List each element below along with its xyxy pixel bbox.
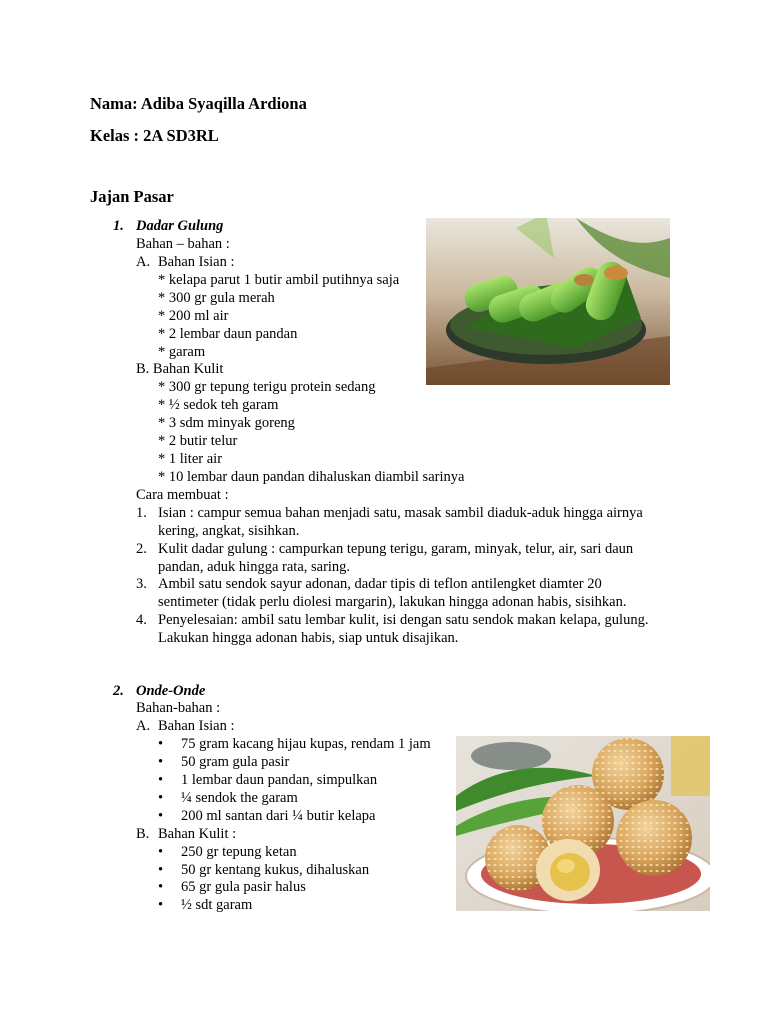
list-item: * 10 lembar daun pandan dihaluskan diambil sarinya xyxy=(158,469,465,485)
step-text: Isian : campur semua bahan menjadi satu, masak sambil diaduk-aduk hingga airnya xyxy=(158,505,643,521)
bullet-icon: • xyxy=(158,754,164,770)
list-item: * 300 gr gula merah xyxy=(158,290,275,306)
recipe-1-skin-heading: B. Bahan Kulit xyxy=(136,361,224,377)
list-item: 75 gram kacang hijau kupas, rendam 1 jam xyxy=(181,736,431,752)
recipe-2-skin-heading: Bahan Kulit : xyxy=(158,826,237,842)
list-item: 50 gr kentang kukus, dihaluskan xyxy=(181,862,370,878)
step-number: 3. xyxy=(136,576,147,592)
list-item: * 2 lembar daun pandan xyxy=(158,326,298,342)
step-number: 4. xyxy=(136,612,147,628)
step-text: kering, angkat, sisihkan. xyxy=(158,523,300,539)
bullet-icon: • xyxy=(158,736,164,752)
step-text: sentimeter (tidak perlu diolesi margarin), lakukan hingga adonan habis, sisihkan. xyxy=(158,594,627,610)
list-item: * 1 liter air xyxy=(158,451,223,467)
list-item: * 200 ml air xyxy=(158,308,229,324)
recipe-1-filling-marker: A. xyxy=(136,254,151,270)
list-item: 65 gr gula pasir halus xyxy=(181,879,306,895)
list-item: 50 gram gula pasir xyxy=(181,754,290,770)
list-item: 250 gr tepung ketan xyxy=(181,844,297,860)
list-item: * 2 butir telur xyxy=(158,433,238,449)
step-number: 1. xyxy=(136,505,147,521)
list-item: ½ sdt garam xyxy=(181,897,253,913)
bullet-icon: • xyxy=(158,808,164,824)
list-item: * ½ sedok teh garam xyxy=(158,397,279,413)
step-text: pandan, aduk hingga rata, saring. xyxy=(158,559,351,575)
list-item: ¼ sendok the garam xyxy=(181,790,298,806)
recipe-1-ingredients-heading: Bahan – bahan : xyxy=(136,236,230,252)
list-item: 200 ml santan dari ¼ butir kelapa xyxy=(181,808,376,824)
bullet-icon: • xyxy=(158,897,164,913)
section-title: Jajan Pasar xyxy=(90,187,174,206)
recipe-1-title: Dadar Gulung xyxy=(136,218,224,234)
student-class: Kelas : 2A SD3RL xyxy=(90,126,219,145)
list-item: 1 lembar daun pandan, simpulkan xyxy=(181,772,378,788)
step-text: Penyelesaian: ambil satu lembar kulit, isi dengan satu sendok makan kelapa, gulung. xyxy=(158,612,649,628)
onde-onde-photo xyxy=(456,736,710,911)
bullet-icon: • xyxy=(158,790,164,806)
bullet-icon: • xyxy=(158,772,164,788)
list-item: * garam xyxy=(158,344,206,360)
bullet-icon: • xyxy=(158,844,164,860)
list-item: * kelapa parut 1 butir ambil putihnya saja xyxy=(158,272,400,288)
step-text: Ambil satu sendok sayur adonan, dadar tipis di teflon antilengket diamter 20 xyxy=(158,576,602,592)
recipe-2-skin-marker: B. xyxy=(136,826,150,842)
recipe-1-number: 1. xyxy=(113,218,124,234)
recipe-2-ingredients-heading: Bahan-bahan : xyxy=(136,700,221,716)
student-name: Nama: Adiba Syaqilla Ardiona xyxy=(90,94,307,113)
step-number: 2. xyxy=(136,541,147,557)
recipe-2-title: Onde-Onde xyxy=(136,683,206,699)
bullet-icon: • xyxy=(158,879,164,895)
bullet-icon: • xyxy=(158,862,164,878)
step-text: Kulit dadar gulung : campurkan tepung terigu, garam, minyak, telur, air, sari daun xyxy=(158,541,634,557)
recipe-1-filling-heading: Bahan Isian : xyxy=(158,254,235,270)
recipe-2-filling-heading: Bahan Isian : xyxy=(158,718,235,734)
list-item: * 300 gr tepung terigu protein sedang xyxy=(158,379,376,395)
recipe-2-filling-marker: A. xyxy=(136,718,151,734)
step-text: Lakukan hingga adonan habis, siap untuk disajikan. xyxy=(158,630,459,646)
recipe-1-method-heading: Cara membuat : xyxy=(136,487,229,503)
list-item: * 3 sdm minyak goreng xyxy=(158,415,295,431)
recipe-2-number: 2. xyxy=(113,683,124,699)
dadar-gulung-photo xyxy=(426,218,670,385)
